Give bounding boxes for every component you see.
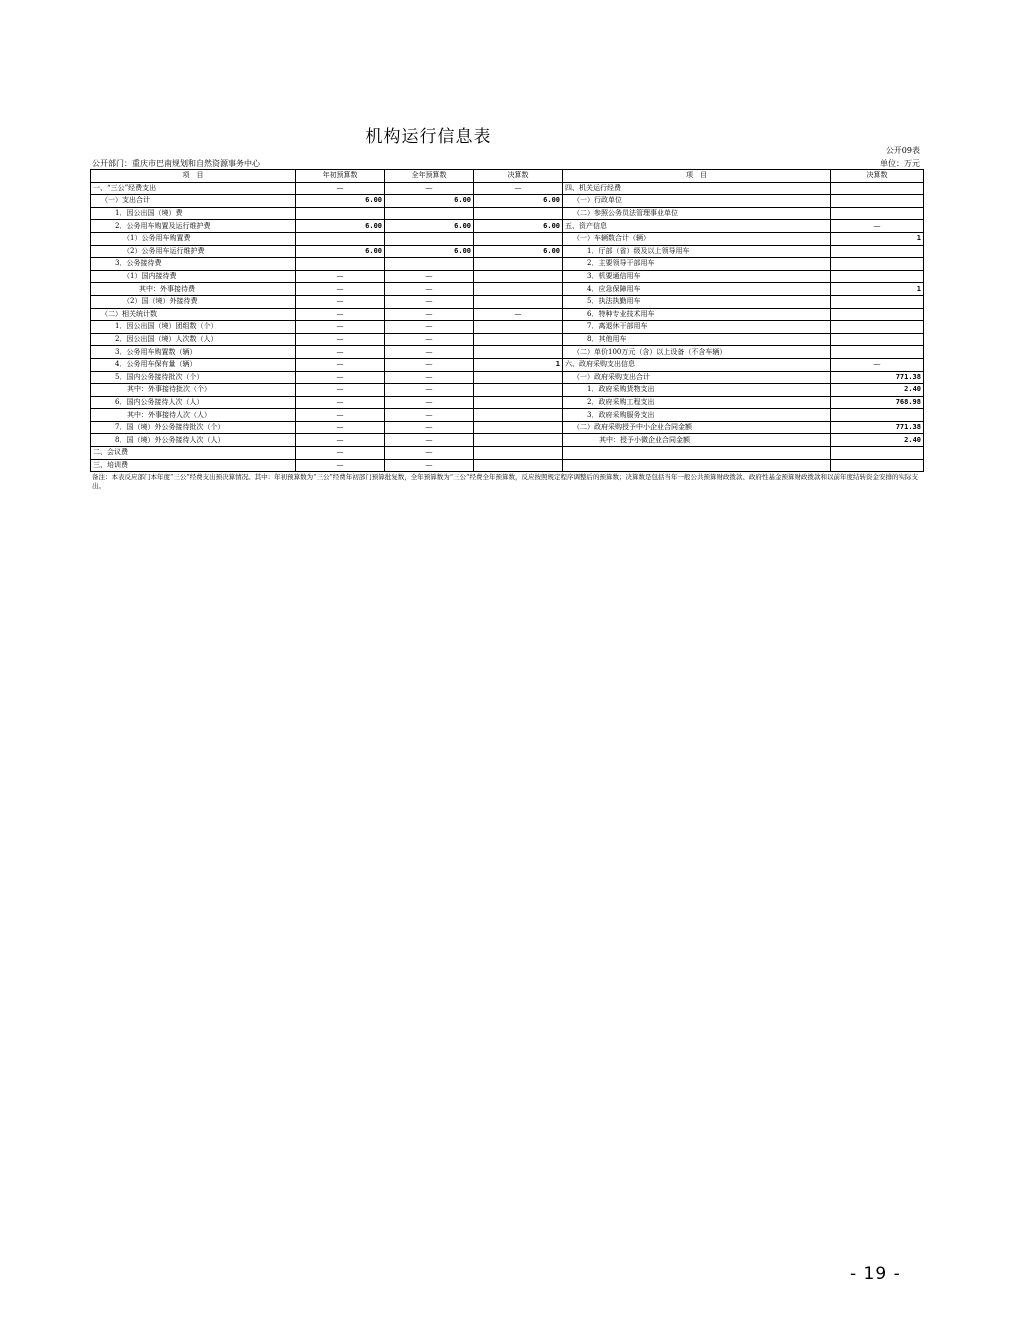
row-budget-initial: — (296, 333, 385, 346)
row-final (474, 232, 563, 245)
row-right-final: — (831, 358, 924, 371)
row-item-left: （1）公务用车购置费 (91, 232, 296, 245)
row-final (474, 295, 563, 308)
row-final (474, 434, 563, 447)
row-budget-full-year: — (385, 358, 474, 371)
row-right-final (831, 447, 924, 460)
row-item-right: 6．特种专业技术用车 (563, 308, 831, 321)
row-budget-initial: — (296, 182, 385, 195)
table-row (91, 245, 924, 258)
row-item-right: 2．主要领导干部用车 (563, 258, 831, 271)
row-right-final (831, 295, 924, 308)
row-budget-initial: — (296, 434, 385, 447)
table-row (91, 358, 924, 371)
footnote: 备注：本表反应部门本年度“三公”经费支出预决算情况。其中：年初预算数为“三公”经费年初部门预算批复数，全年预算数为“三公”经费全年预算数，反应按照规定程序调整后的预算数；决算数是包括当年一般公共预算财政拨款、政府性基金预算财政拨款和以前年度结转资金安排的实际支出。 (92, 473, 918, 490)
row-right-final: 768.98 (831, 396, 924, 409)
table-row (91, 220, 924, 233)
row-budget-full-year: — (385, 270, 474, 283)
row-item-right: （一）政府采购支出合计 (563, 371, 831, 384)
row-budget-initial: — (296, 270, 385, 283)
unit-label: 单位：万元 (880, 159, 920, 168)
row-budget-initial: — (296, 459, 385, 472)
row-item-left: 1．因公出国（境）团组数（个） (91, 321, 296, 334)
table-row (91, 182, 924, 195)
row-budget-full-year: — (385, 447, 474, 460)
row-right-final: 771.38 (831, 421, 924, 434)
header-right-final: 决算数 (831, 170, 924, 183)
row-final (474, 447, 563, 460)
table-row (91, 447, 924, 460)
row-budget-full-year (385, 232, 474, 245)
row-budget-initial: — (296, 421, 385, 434)
row-budget-full-year: — (385, 295, 474, 308)
row-right-final: 2.40 (831, 434, 924, 447)
row-budget-initial: — (296, 396, 385, 409)
table-row (91, 459, 924, 472)
table-row (91, 308, 924, 321)
row-budget-full-year (385, 258, 474, 271)
row-budget-initial: — (296, 384, 385, 397)
table-row (91, 384, 924, 397)
row-item-left: 6．国内公务接待人次（人） (91, 396, 296, 409)
page-number: - 19 - (850, 1264, 901, 1284)
table-row (91, 371, 924, 384)
row-item-right: （一）行政单位 (563, 195, 831, 208)
row-budget-full-year: — (385, 371, 474, 384)
row-item-right: 1．政府采购货物支出 (563, 384, 831, 397)
row-final: 6.00 (474, 195, 563, 208)
row-budget-initial: 6.00 (296, 245, 385, 258)
row-item-right: （二）参照公务员法管理事业单位 (563, 207, 831, 220)
row-right-final (831, 245, 924, 258)
page-title: 机构运行信息表 (365, 127, 492, 147)
row-right-final (831, 321, 924, 334)
row-item-left: 其中：外事接待人次（人） (91, 409, 296, 422)
row-final: 1 (474, 358, 563, 371)
row-budget-initial: — (296, 358, 385, 371)
row-right-final (831, 409, 924, 422)
table-row (91, 270, 924, 283)
row-right-final (831, 333, 924, 346)
row-item-left: 4．公务用车保有量（辆） (91, 358, 296, 371)
row-item-right: （一）车辆数合计（辆） (563, 232, 831, 245)
row-budget-full-year: — (385, 434, 474, 447)
row-item-right: 五、资产信息 (563, 220, 831, 233)
row-budget-initial: — (296, 295, 385, 308)
row-budget-initial: — (296, 308, 385, 321)
row-right-final: 771.38 (831, 371, 924, 384)
row-right-final (831, 195, 924, 208)
header-right-item: 项 目 (563, 170, 831, 183)
row-final (474, 409, 563, 422)
table-row (91, 346, 924, 359)
row-final (474, 396, 563, 409)
row-item-right: 1．厅部（省）级及以上领导用车 (563, 245, 831, 258)
row-budget-full-year (385, 207, 474, 220)
table-row (91, 396, 924, 409)
table-row (91, 283, 924, 296)
row-final (474, 321, 563, 334)
row-final (474, 371, 563, 384)
row-final: 6.00 (474, 245, 563, 258)
row-budget-initial: 6.00 (296, 220, 385, 233)
row-right-final (831, 346, 924, 359)
row-budget-full-year: 6.00 (385, 195, 474, 208)
table-row (91, 434, 924, 447)
row-budget-full-year: 6.00 (385, 245, 474, 258)
row-budget-full-year: — (385, 283, 474, 296)
row-right-final (831, 270, 924, 283)
header-budget-full-year: 全年预算数 (385, 170, 474, 183)
row-item-right (563, 459, 831, 472)
department-label: 公开部门：重庆市巴南规划和自然资源事务中心 (92, 159, 260, 168)
row-budget-full-year: 6.00 (385, 220, 474, 233)
row-final (474, 459, 563, 472)
row-budget-full-year: — (385, 182, 474, 195)
header-final: 决算数 (474, 170, 563, 183)
row-item-right: （二）政府采购授予中小企业合同金额 (563, 421, 831, 434)
row-final (474, 207, 563, 220)
row-right-final (831, 459, 924, 472)
row-item-right: 四、机关运行经费 (563, 182, 831, 195)
row-final: — (474, 182, 563, 195)
row-final (474, 270, 563, 283)
table-row (91, 295, 924, 308)
row-budget-full-year: — (385, 321, 474, 334)
table-row (91, 409, 924, 422)
row-item-right: 3．机要通信用车 (563, 270, 831, 283)
table-row (91, 195, 924, 208)
row-budget-initial: — (296, 409, 385, 422)
row-right-final: 1 (831, 283, 924, 296)
row-item-left: 3．公务用车购置数（辆） (91, 346, 296, 359)
table-header-row (91, 170, 924, 183)
header-left-item: 项 目 (91, 170, 296, 183)
row-right-final: — (831, 220, 924, 233)
row-item-left: 2．因公出国（境）人次数（人） (91, 333, 296, 346)
row-right-final (831, 207, 924, 220)
row-item-left: 一、“三公”经费支出 (91, 182, 296, 195)
row-final (474, 333, 563, 346)
row-item-left: 其中：外事接待费 (91, 283, 296, 296)
row-item-right: （二）单价100万元（含）以上设备（不含车辆） (563, 346, 831, 359)
row-budget-initial: — (296, 371, 385, 384)
table-row (91, 258, 924, 271)
row-item-left: 其中：外事接待批次（个） (91, 384, 296, 397)
row-budget-initial: 6.00 (296, 195, 385, 208)
row-item-right: 8．其他用车 (563, 333, 831, 346)
row-budget-full-year: — (385, 459, 474, 472)
row-item-right: 7．离退休干部用车 (563, 321, 831, 334)
row-item-left: （2）公务用车运行维护费 (91, 245, 296, 258)
row-item-left: （一）支出合计 (91, 195, 296, 208)
row-item-left: 二、会议费 (91, 447, 296, 460)
row-item-right (563, 447, 831, 460)
row-item-right: 其中：授予小微企业合同金额 (563, 434, 831, 447)
row-budget-full-year: — (385, 333, 474, 346)
row-budget-initial (296, 207, 385, 220)
table-row (91, 333, 924, 346)
row-budget-initial: — (296, 346, 385, 359)
table-row (91, 321, 924, 334)
row-final (474, 283, 563, 296)
row-final (474, 258, 563, 271)
row-budget-full-year: — (385, 346, 474, 359)
row-item-right: 3．政府采购服务支出 (563, 409, 831, 422)
row-final (474, 421, 563, 434)
row-item-right: 2．政府采购工程支出 (563, 396, 831, 409)
row-item-left: （二）相关统计数 (91, 308, 296, 321)
row-item-left: （1）国内接待费 (91, 270, 296, 283)
row-right-final: 1 (831, 232, 924, 245)
table-code: 公开09表 (885, 146, 920, 155)
row-right-final: 2.40 (831, 384, 924, 397)
table-row (91, 421, 924, 434)
row-item-left: 3．公务接待费 (91, 258, 296, 271)
info-table (90, 169, 924, 472)
row-item-right: 4．应急保障用车 (563, 283, 831, 296)
row-item-left: 7．国（境）外公务接待批次（个） (91, 421, 296, 434)
row-budget-initial: — (296, 283, 385, 296)
row-budget-full-year: — (385, 308, 474, 321)
row-final: 6.00 (474, 220, 563, 233)
row-right-final (831, 258, 924, 271)
table-row (91, 207, 924, 220)
row-item-left: 1．因公出国（境）费 (91, 207, 296, 220)
row-budget-full-year: — (385, 396, 474, 409)
row-item-left: （2）国（境）外接待费 (91, 295, 296, 308)
row-item-left: 三、培训费 (91, 459, 296, 472)
row-item-left: 8．国（境）外公务接待人次（人） (91, 434, 296, 447)
row-budget-initial (296, 232, 385, 245)
row-item-right: 5．执法执勤用车 (563, 295, 831, 308)
table-row (91, 232, 924, 245)
row-final: — (474, 308, 563, 321)
row-budget-initial: — (296, 321, 385, 334)
header-budget-initial: 年初预算数 (296, 170, 385, 183)
row-budget-full-year: — (385, 409, 474, 422)
row-item-left: 5．国内公务接待批次（个） (91, 371, 296, 384)
row-item-left: 2．公务用车购置及运行维护费 (91, 220, 296, 233)
row-item-right: 六、政府采购支出信息 (563, 358, 831, 371)
row-budget-full-year: — (385, 384, 474, 397)
row-right-final (831, 308, 924, 321)
row-right-final (831, 182, 924, 195)
row-final (474, 346, 563, 359)
row-budget-initial (296, 258, 385, 271)
row-budget-full-year: — (385, 421, 474, 434)
row-final (474, 384, 563, 397)
row-budget-initial: — (296, 447, 385, 460)
